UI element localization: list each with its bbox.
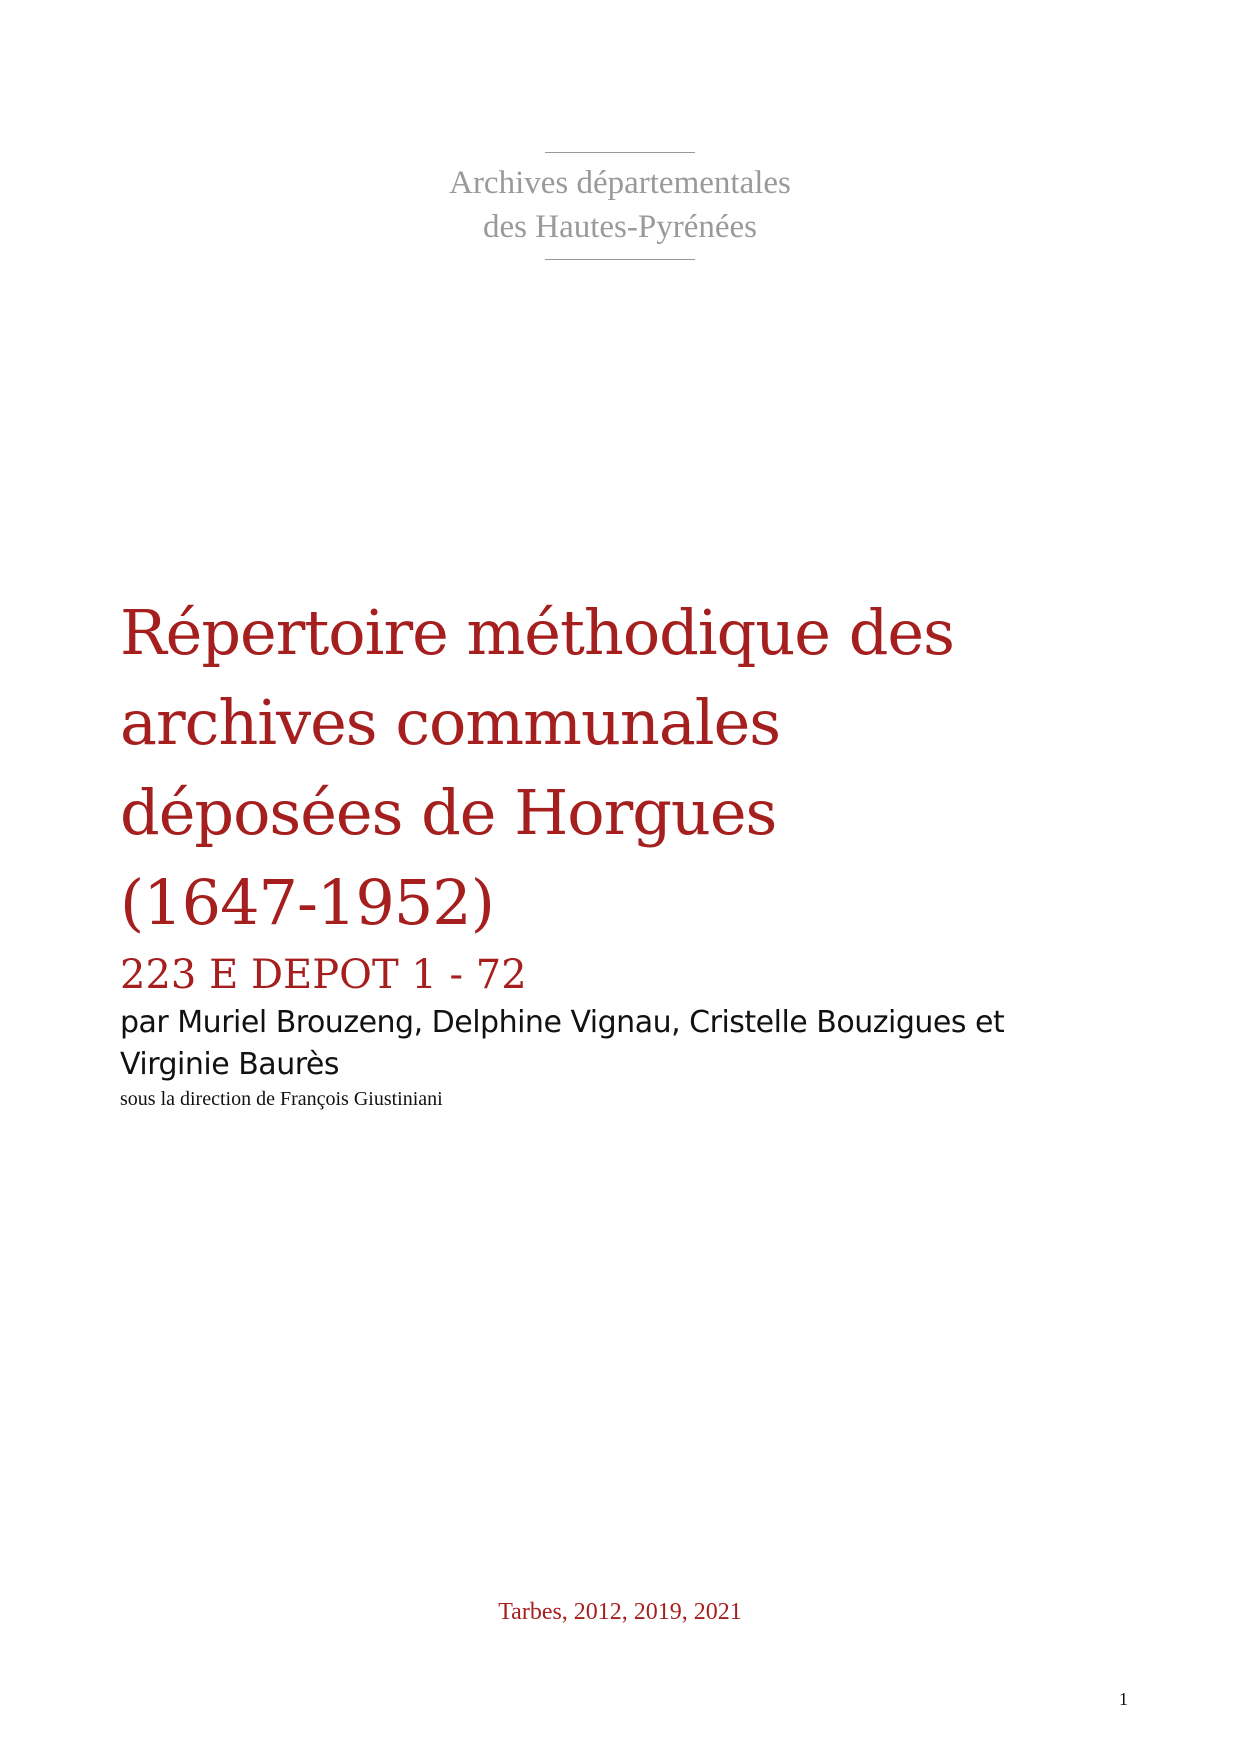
- title-line-3: déposées de Horgues: [120, 776, 777, 849]
- institution-line-1: Archives départementales: [449, 165, 791, 201]
- authors-line-2: Virginie Baurès: [120, 1047, 339, 1082]
- title-line-2: archives communales: [120, 686, 781, 759]
- page-number: 1: [1119, 1689, 1128, 1709]
- institution-header: [0, 152, 1240, 260]
- archive-cote: 223 E DEPOT 1 - 72: [120, 952, 527, 998]
- document-title: [120, 588, 1130, 948]
- place-date: Tarbes, 2012, 2019, 2021: [498, 1599, 742, 1625]
- authors: [120, 1002, 1130, 1086]
- direction-credit: sous la direction de François Giustiniani: [120, 1088, 443, 1110]
- institution-line-2: des Hautes-Pyrénées: [483, 209, 757, 245]
- bottom-rule: [545, 259, 695, 260]
- title-block: [120, 588, 1130, 1112]
- title-line-1: Répertoire méthodique des: [120, 596, 954, 669]
- title-line-4: (1647-1952): [120, 866, 494, 939]
- authors-line-1: par Muriel Brouzeng, Delphine Vignau, Cristelle Bouzigues et: [120, 1005, 1005, 1040]
